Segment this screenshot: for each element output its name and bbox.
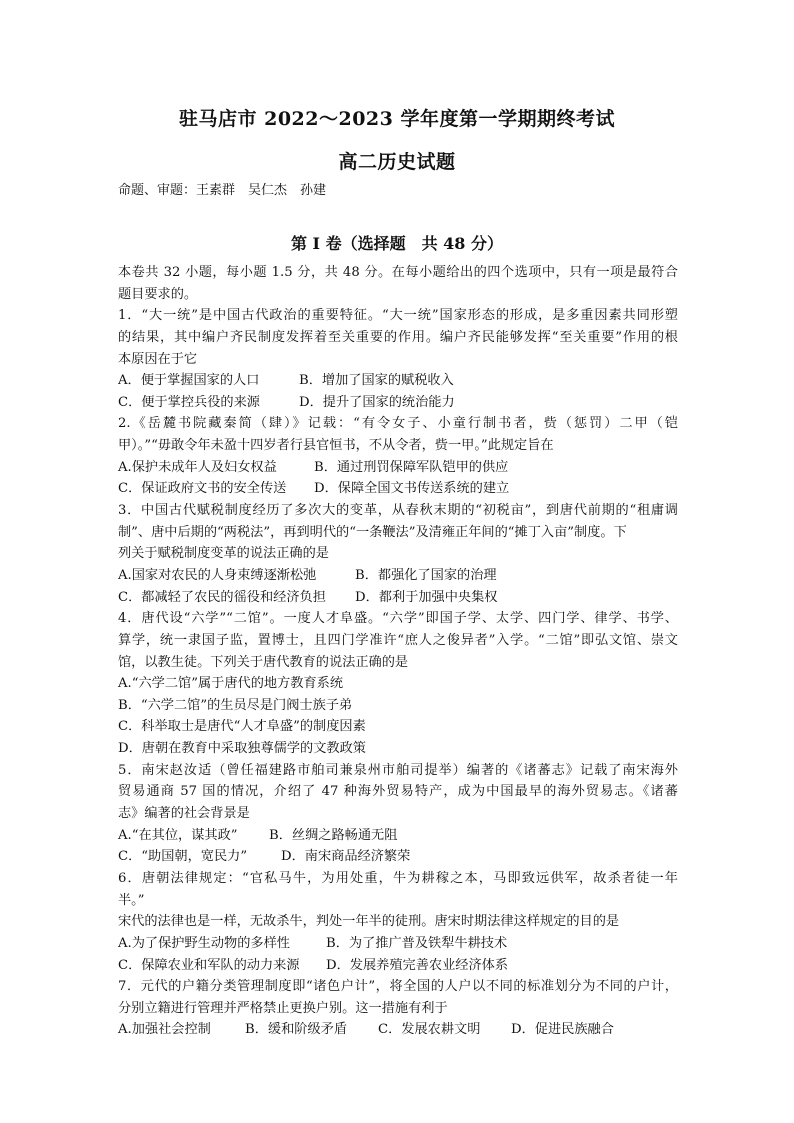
options-row [118,825,678,847]
question-stem-line: 1．“大一统”是中国古代政治的重要特征。“大一统”国家形态的形成，是多重因素共同形塑 [118,308,678,324]
option-b: B．丝绸之路畅通无阻 [269,827,398,843]
options-row [118,370,678,392]
option-c: C．都减轻了农民的徭役和经济负担 [118,589,326,605]
instructions-line: 本卷共 32 小题，每小题 1.5 分，共 48 分。在每小题给出的四个选项中，只有一项是最符合 [118,265,678,280]
question-stem-line: 的结果，其中编户齐民制度发挥着至关重要的作用。编户齐民能够发挥“至关重要”作用的根 [118,329,678,345]
question-stem-line: 4．唐代设“六学”“二馆”。一度人才阜盛。“六学”即国子学、太学、四门学、律学、书学、 [118,611,678,627]
options-row [118,565,678,587]
question-stem-line: 7．元代的户籍分类管理制度即“诸色户计”，将全国的人户以不同的标准划分为不同的户计， [118,979,678,995]
option-c: C．保障农业和军队的动力来源 [118,957,300,973]
option-d: D．唐朝在教育中采取独尊儒学的文教政策 [118,741,366,757]
option-d: D．促进民族融合 [511,1022,614,1038]
question-stem-line: 6．唐朝法律规定：“官私马牛，为用处重，牛为耕稼之本，马即致远供军，故杀者徒一年 [118,870,678,886]
option-a: A.加强社会控制 [118,1022,211,1038]
option-d: D．发展养殖完善农业经济体系 [326,957,509,973]
option-a: A.“在其位，谋其政” [118,827,238,843]
question-stem-line: 馆，以教生徒。下列关于唐代教育的说法正确的是 [118,654,409,670]
question-stem-line: 制”、唐中后期的“两税法”，再到明代的“一条鞭法”及清雍正年间的“摊丁入亩”制度。下 [118,524,627,540]
question-stem-line: 2.《岳麓书院藏秦简（肆）》记载：“有令女子、小童行制书者，赀（惩罚）二甲（铠 [118,416,678,432]
option-d: D．提升了国家的统治能力 [299,394,455,410]
option-d: D．都利于加强中央集权 [355,589,498,605]
option-c: C．发展农耕文明 [378,1022,481,1038]
option-a: A.“六学二馆”属于唐代的地方教育系统 [118,676,344,692]
options-row [118,587,678,609]
options-row [118,457,678,479]
option-b: B．缓和阶级矛盾 [245,1022,348,1038]
question-stem-line: 算学，统一隶国子监，置博士，且四门学准许“庶人之俊异者”入学。“二馆”即弘文馆、崇文 [118,632,678,648]
question-stem-line: 本原因在于它 [118,351,198,367]
option-a: A.为了保护野生动物的多样性 [118,935,290,951]
question-stem-line: 3．中国古代赋税制度经历了多次大的变革，从春秋末期的“初税亩”，到唐代前期的“租庸调 [118,503,678,519]
option-b: B．为了推广普及铁犁牛耕技术 [326,935,508,951]
question-stem-line: 志》编著的社会背景是 [118,806,250,822]
question-stem-line: 半。” [118,892,145,908]
option-a: A.保护未成年人及妇女权益 [118,459,277,475]
option-b: B．都强化了国家的治理 [355,567,497,583]
option-c: C．科举取士是唐代“人才阜盛”的制度因素 [118,719,366,735]
authors-line: 命题、审题：王素群 吴仁杰 孙建 [118,183,327,198]
options-row [118,846,678,868]
option-a: A．便于掌握国家的人口 [118,373,260,389]
options-row [118,1019,678,1041]
instructions-line: 题目要求的。 [118,286,198,302]
option-a: A.国家对农民的人身束缚逐渐松弛 [118,567,317,583]
question-stem-line: 贸易通商 57 国的情况，介绍了 47 种海外贸易特产，成为中国最早的海外贸易志。《诸蕃 [118,784,678,800]
option-d: D．南宋商品经济繁荣 [281,849,411,865]
option-b: B．“六学二馆”的生员尽是门阀士族子弟 [118,697,353,713]
question-stem-line: 列关于赋税制度变革的说法正确的是 [118,546,329,562]
exam-subtitle: 高二历史试题 [338,151,456,173]
exam-title: 驻马店市 2022～2023 学年度第一学期期终考试 [179,108,615,130]
option-c: C．保证政府文书的安全传送 [118,481,287,497]
question-stem-line: 甲）。”“毋敢令年未盈十四岁者行县官恒书，不从令者，赀一甲。”此规定旨在 [118,438,554,454]
question-stem-line: 分别立籍进行管理并严格禁止更换户别。这一措施有利于 [118,1000,448,1016]
question-stem-line: 宋代的法律也是一样，无故杀牛，判处一年半的徒刑。唐宋时期法律这样规定的目的是 [118,914,620,930]
option-b: B．增加了国家的赋税收入 [299,373,454,389]
options-row [118,478,678,500]
question-stem-line: 5．南宋赵汝适（曾任福建路市舶司兼泉州市舶司提举）编著的《诸蕃志》记载了南宋海外 [118,762,678,778]
options-row [118,933,678,955]
options-row [118,955,678,977]
option-d: D．保障全国文书传送系统的建立 [314,481,510,497]
section-title: 第 I 卷（选择题 共 48 分） [290,234,504,253]
option-c: C．便于掌控兵役的来源 [118,394,260,410]
exam-body [118,262,678,1041]
options-row [118,392,678,414]
option-b: B．通过刑罚保障军队铠甲的供应 [314,459,509,475]
option-c: C．“助国朝，宽民力” [118,849,248,865]
